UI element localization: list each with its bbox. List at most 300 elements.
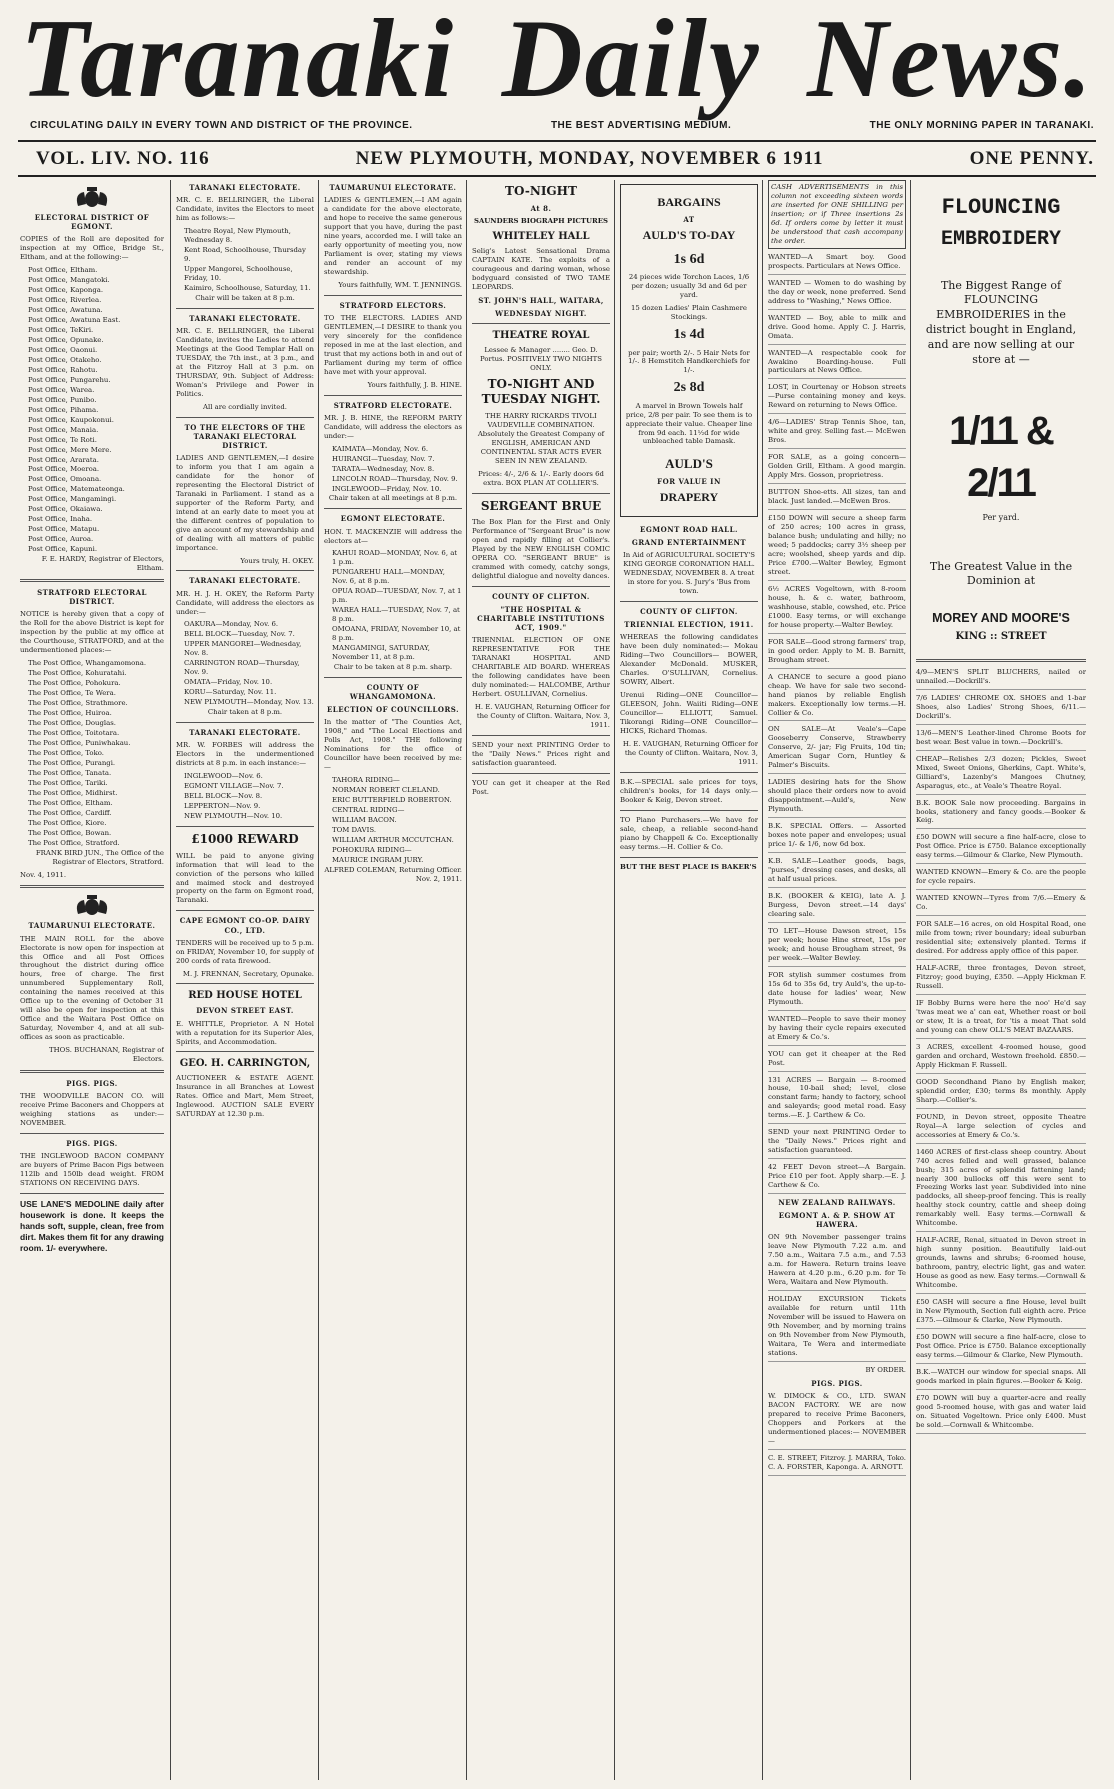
railways-show-heading: EGMONT A. & P. SHOW AT HAWERA.: [778, 1211, 896, 1230]
column-3: [324, 180, 462, 1780]
divider: [324, 508, 462, 509]
railways-heading: NEW ZEALAND RAILWAYS.: [778, 1198, 896, 1208]
classified-ad: HALF-ACRE, three frontages, Devon street, Fitzroy; good buying, £350. —Apply Hickman F. Russell.: [916, 964, 1086, 995]
okey-address-text: LADIES AND GENTLEMEN,—I desire to inform you that I am again a candidate for the honor of representing the Electoral District of Taranaki in Parliament. I stand as a supporter of the Reform Party, and intend at an early date to meet you at the different centres of population to give an account of my stewardship and of dealing with all matters of public importance.: [176, 453, 314, 552]
royal-crest-icon: [72, 186, 112, 210]
hine-chair-note: Chair taken at all meetings at 8 p.m.: [328, 494, 458, 503]
classified-ad: £50 DOWN will secure a fine half-acre, close to Post Office. Price is £750. Balance exceptionally easy terms.—Gilmour & Clarke, New Plymouth.: [916, 1333, 1086, 1364]
taumarunui-heading: TAUMARUNUI ELECTORATE.: [28, 921, 156, 931]
drapery-word: DRAPERY: [659, 490, 719, 505]
list-item: KAIMATA—Monday, Nov. 6.: [332, 444, 429, 453]
list-item: MAURICE INGRAM JURY.: [332, 855, 424, 864]
clifton-hospital-text: TRIENNIAL ELECTION OF ONE REPRESENTATIVE FOR THE TARANAKI HOSPITAL AND CHARITABLE AID BOARD. WHEREAS the following candidates have been duly nominated:— HALCOMBE, Arthur Herbert. OSULLIVAN, Cornelius.: [472, 636, 610, 699]
divider: [620, 810, 758, 811]
railways-excursion-text: HOLIDAY EXCURSION Tickets available for return until 11th November will be issued to Hawera on 9th November, and by morning trains on 9th November from New Plymouth, Waitara, Te Wera and intermediate stations.: [768, 1295, 906, 1362]
divider: [472, 735, 610, 736]
bellringer-meetings-list: [176, 227, 314, 293]
column-rule: [910, 180, 911, 1780]
list-item: PUNGAREHU HALL—MONDAY, Nov. 6, at 8 p.m.: [332, 568, 445, 586]
list-item: Post Office, Mere Mere.: [28, 445, 112, 454]
king-street: KING :: STREET: [955, 630, 1047, 642]
list-item: Post Office, Awatuna.: [28, 305, 103, 314]
classified-ad: £50 CASH will secure a fine House, level built in New Plymouth, Section full eighth acre. Price £375.—Gilmour & Clarke, New Plymouth.: [916, 1298, 1086, 1329]
list-item: NORMAN ROBERT CLELAND.: [332, 786, 440, 795]
column-1: [20, 180, 164, 1780]
divider: [324, 677, 462, 678]
list-item: The Post Office, Pohokura.: [28, 679, 121, 688]
tivoli-tonight-heading: TO-NIGHT AND TUESDAY NIGHT.: [481, 376, 601, 407]
okey-signature: Yours truly, H. OKEY.: [240, 556, 314, 565]
cash-advertisements-notice: CASH ADVERTISEMENTS in this column not exceeding sixteen words are inserted for ONE SHILLING per insertion; or if Three insertions 2s 6d. If orders come by letter it must be understood that cash accompany the order.: [768, 180, 906, 249]
divider: [472, 493, 610, 494]
list-item: KAHUI ROAD—MONDAY, Nov. 6, at 1 p.m.: [332, 549, 458, 567]
list-item: HUIRANGI—Tuesday, Nov. 7.: [332, 454, 435, 463]
list-item: Post Office, Kapuni.: [28, 545, 98, 554]
classified-ad: WANTED—People to save their money by having their cycle repairs executed at Emery & Co.'s.: [768, 1015, 906, 1046]
list-item: NEW PLYMOUTH—Monday, Nov. 13.: [184, 698, 314, 707]
list-item: Post Office, Pungarehu.: [28, 375, 111, 384]
classified-ad: FOR SALE—16 acres, on old Hospital Road, one mile from town; river boundary; ideal suburban residential site; extensively planted. Terms if desired. For address apply office of this paper.: [916, 920, 1086, 960]
egmont-heading: ELECTORAL DISTRICT OF EGMONT.: [34, 213, 150, 232]
classified-ad: WANTED KNOWN—Tyres from 7/6.—Emery & Co.: [916, 894, 1086, 916]
list-item: Post Office, Omoana.: [28, 475, 102, 484]
list-item: MANGAMINGI, SATURDAY, November 11, at 8 p.m.: [332, 644, 430, 662]
list-item: The Post Office, Whangamomona.: [28, 659, 147, 668]
greatest-value-text: The Greatest Value in the Dominion at: [929, 560, 1073, 588]
forbes-heading: TARANAKI ELECTORATE.: [189, 728, 301, 738]
list-item: The Post Office, Midhirst.: [28, 788, 118, 797]
list-item: WAREA HALL—TUESDAY, Nov. 7, at 8 p.m.: [332, 606, 460, 624]
stratford-signature: FRANK BIRD JUN., The Office of the Registrar of Electors, Stratford.: [35, 848, 164, 866]
divider: [324, 395, 462, 396]
list-item: The Post Office, Te Wera.: [28, 689, 116, 698]
list-item: Post Office, Eltham.: [28, 266, 98, 275]
title-word-1: Taranaki: [20, 0, 456, 121]
swan-pigs-text: W. DIMOCK & CO., LTD. SWAN BACON FACTORY. WE are now prepared to receive Prime Baconers, Choppers and Porkers at the undermentioned places:— NOVEMBER—: [768, 1392, 906, 1450]
swan-pigs-agents: C. E. STREET, Fitzroy. J. MARRA, Toko. C. A. FORSTER, Kaponga. A. ARNOTT.: [768, 1454, 906, 1476]
masthead-rule-top: [18, 140, 1096, 142]
grand-entertainment-heading: GRAND ENTERTAINMENT: [631, 538, 747, 548]
aulds-today-title: AULD'S TO-DAY: [642, 227, 736, 242]
divider: [176, 826, 314, 827]
st-johns-hall-date: WEDNESDAY NIGHT.: [495, 308, 587, 318]
whiteley-hall-heading: WHITELEY HALL: [492, 230, 590, 242]
divider: [176, 570, 314, 571]
whangamomona-text: In the matter of "The Counties Act, 1908," and "The Local Elections and Polls Act, 1908." THE following Nominations for the office of Councillor have been received by me:—: [324, 718, 462, 772]
list-item: WILLIAM ARTHUR MCCUTCHAN.: [332, 835, 454, 844]
stratford-notice: NOTICE is hereby given that a copy of the Roll for the above District is kept for inspection by the public at my office at the Courthouse, STRATFORD, and at the undermentioned places:—: [20, 610, 164, 655]
classified-ad: 3 ACRES, excellent 4-roomed house, good garden and orchard, Westown freehold. £850.—Apply Hickman F. Russell.: [916, 1043, 1086, 1074]
printing-order-ad: SEND your next PRINTING Order to the "Daily News." Prices right and satisfaction guaranteed.: [472, 740, 610, 767]
bakers-ad: BUT THE BEST PLACE IS BAKER'S: [620, 862, 757, 871]
tagline-left: CIRCULATING DAILY IN EVERY TOWN AND DISTRICT OF THE PROVINCE.: [30, 120, 413, 131]
classified-ad: WANTED — Boy, able to milk and drive. Good home. Apply C. J. Harris, Omata.: [768, 314, 906, 345]
list-item: Post Office, Awatuna East.: [28, 315, 121, 324]
list-item: The Post Office, Bowan.: [28, 828, 112, 837]
list-item: EGMONT VILLAGE—Nov. 7.: [184, 782, 284, 791]
for-value-in: FOR VALUE IN: [657, 477, 721, 487]
forbes-intro: MR. W. FORBES will address the Electors in the undermentioned districts at 8 p.m. in each instance:—: [176, 741, 314, 768]
dairy-tender-text: TENDERS will be received up to 5 p.m. on FRIDAY, November 10, for supply of 200 cords of rata firewood.: [176, 938, 314, 965]
triennial-election-heading: TRIENNIAL ELECTION, 1911.: [624, 620, 754, 630]
mackenzie-meetings-list: [324, 549, 462, 662]
list-item: POHOKURA RIDING—: [332, 845, 412, 854]
list-item: The Post Office, Strathmore.: [28, 699, 128, 708]
column-7-ads-list: [916, 668, 1086, 1434]
list-item: Post Office, Inaha.: [28, 515, 93, 524]
classified-ad: FOUND, in Devon street, opposite Theatre Royal—A large selection of cycles and accessories at Emery & Co.'s.: [916, 1113, 1086, 1144]
classified-ad: BUTTON Shoe-etts. All sizes, tan and black. Just landed.—McEwen Bros.: [768, 488, 906, 510]
divider: [20, 885, 164, 888]
divider: [20, 1133, 164, 1134]
tagline-center: THE BEST ADVERTISING MEDIUM.: [550, 120, 732, 131]
dairy-signature: M. J. FRENNAN, Secretary, Opunake.: [182, 969, 314, 978]
stratford-heading: STRATFORD ELECTORAL DISTRICT.: [37, 588, 147, 607]
divider: [620, 772, 758, 773]
entertainment-text: In Aid of AGRICULTURAL SOCIETY'S KING GEORGE CORONATION HALL. WEDNESDAY, NOVEMBER 8. A treat in store for you. S. Jury's 'Bus from town.: [623, 551, 755, 596]
taumarunui-signature: THOS. BUCHANAN, Registrar of Electors.: [49, 1046, 164, 1064]
clifton-nominations-text: WHEREAS the following candidates have been duly nominated:— Mokau Riding—Two Councillors— BOWER, Alexander McDonald. MUSKER, Charles. O'SULLIVAN, Cornelius. SOWRY, Albert.: [620, 633, 758, 687]
okey-address-heading: TO THE ELECTORS OF THE TARANAKI ELECTORAL DISTRICT.: [184, 422, 306, 450]
morey-moore-name: MOREY AND MOORE'S: [932, 610, 1070, 625]
stockings-text: 15 dozen Ladies' Plain Cashmere Stockings.: [631, 304, 747, 322]
classified-ad: FOR SALE—Good strong farmers' trap, in good order. Apply to M. B. Barnitt, Brougham street.: [768, 638, 906, 669]
classified-ad: A CHANCE to secure a good piano cheap. We have for sale two second-hand pianos by reliable English makers. Exceptionally low terms.—H. Collier & Co.: [768, 673, 906, 722]
list-item: Post Office, Okaiawa.: [28, 505, 103, 514]
place-and-date: NEW PLYMOUTH, MONDAY, NOVEMBER 6 1911: [355, 148, 824, 169]
hine-meetings-list: [324, 445, 462, 494]
classified-ad: 1460 ACRES of first-class sheep country. About 740 acres felled and well grassed, balance bush; 315 acres of splendid fattening land; nearly 300 bullocks off this were sent to Freezing Works last year. Subdivided into nine paddocks, all sheep-proof fencing. This is really healthy stock country, cattle and sheep doing remarkably well. Easy terms.—Cornwall & Whitcombe.: [916, 1148, 1086, 1233]
dairy-co-heading: CAPE EGMONT CO-OP. DAIRY CO., LTD.: [179, 916, 311, 935]
list-item: Post Office, Punibo.: [28, 395, 97, 404]
carrington-heading: GEO. H. CARRINGTON,: [179, 1058, 311, 1070]
okey-meetings-intro: MR. H. J. H. OKEY, the Reform Party Candidate, will address the electors as under:—: [176, 589, 314, 616]
egmont-road-hall-heading: EGMONT ROAD HALL.: [640, 525, 738, 535]
taumarunui-notice: THE MAIN ROLL for the above Electorate is now open for inspection at this Office and all Post Offices throughout the district during office hours, free of charge. The first unnumbered Supplementary Roll, containing the names received at this Office up to the evening of October 31 will also be open for inspection at this Office and the Waitara Post Office on Saturday, November 4, and at all sub-offices as soon as practicable.: [20, 934, 164, 1042]
classified-ad: WANTED—A respectable cook for Awakino Boarding-house. Full particulars at News Office.: [768, 349, 906, 380]
classified-ad: 13/6—MEN'S Leather-lined Chrome Boots for best wear. Best value in town.—Dockrill's.: [916, 729, 1086, 751]
okey-chair-note: Chair taken at 8 p.m.: [207, 708, 283, 717]
divider: [620, 601, 758, 602]
list-item: The Post Office, Kiore.: [28, 818, 107, 827]
list-item: The Post Office, Kohuratahi.: [28, 669, 127, 678]
classified-ad: LOST, in Courtenay or Hobson streets —Purse containing money and keys. Reward on returning to News Office.: [768, 383, 906, 414]
list-item: CARRINGTON ROAD—Thursday, Nov. 9.: [184, 659, 300, 677]
list-item: INGLEWOOD—Nov. 6.: [184, 772, 263, 781]
reward-heading: £1000 REWARD: [191, 832, 299, 846]
mackenzie-heading: EGMONT ELECTORATE.: [340, 514, 446, 524]
red-post-ad: YOU can get it cheaper at the Red Post.: [472, 778, 610, 796]
list-item: ERIC BUTTERFIELD ROBERTON.: [332, 796, 452, 805]
list-item: Post Office, Riverlea.: [28, 296, 102, 304]
classified-ad: £70 DOWN will buy a quarter-acre and really good 5-roomed house, with gas and water laid on. Situated Vogeltown. Price only £400. Must be sold.—Cornwall & Whitcombe.: [916, 1394, 1086, 1434]
newspaper-title: [20, 0, 1094, 121]
sergeant-brue-heading: SERGEANT BRUE: [480, 498, 602, 513]
piano-purchasers-ad: TO Piano Purchasers.—We have for sale, cheap, a reliable second-hand piano by Chappell & Co. Exceptionally easy terms.—H. Collier & Co.: [620, 815, 758, 851]
royal-crest-icon: [72, 894, 112, 918]
swan-pigs-heading: PIGS. PIGS.: [811, 1379, 863, 1388]
classified-ad: YOU can get it cheaper at the Red Post.: [768, 1050, 906, 1072]
list-item: The Post Office, Cardiff.: [28, 808, 112, 817]
divider: [176, 910, 314, 911]
column-7: [916, 180, 1086, 1780]
classified-ads-list: [768, 253, 906, 1194]
list-item: WILLIAM BACON.: [332, 816, 397, 825]
list-item: LEPPERTON—Nov. 9.: [184, 802, 261, 811]
divider: [176, 417, 314, 418]
inglewood-pigs-heading: PIGS. PIGS.: [66, 1139, 118, 1149]
list-item: Post Office, TeKiri.: [28, 325, 94, 334]
classified-ad: 42 FEET Devon street—A Bargain. Price £10 per foot. Apply sharp.—E. J. Carthew & Co.: [768, 1163, 906, 1194]
theatre-royal-lessee: Lessee & Manager ........ Geo. D. Portus. POSITIVELY TWO NIGHTS ONLY.: [480, 345, 602, 372]
column-6: [768, 180, 906, 1780]
okey-meetings-list: [176, 620, 314, 707]
column-2: [176, 180, 314, 1780]
list-item: Post Office, Auroa.: [28, 535, 94, 544]
classified-ad: GOOD Secondhand Piano by English maker, splendid order, £30; terms 8s monthly. Apply Sharp.—Collier's.: [916, 1078, 1086, 1109]
mackenzie-chair-note: Chair to be taken at 8 p.m. sharp.: [333, 663, 453, 672]
hine-meetings-intro: MR. J. B. HINE, the REFORM PARTY Candidate, will address the electors as under:—: [324, 413, 462, 440]
red-house-hotel-heading: RED HOUSE HOTEL: [188, 990, 302, 1002]
sergeant-brue-text: The Box Plan for the First and Only Performance of "Sergeant Brue" is now open and rapidly filling at Collier's. Played by the NEW ENGLISH COMIC OPERA CO. "SERGEANT BRUE" is crammed with comedy, catchy songs, delightful dialogue and novelty dances.: [472, 518, 610, 580]
list-item: Post Office, Matapu.: [28, 525, 100, 534]
classified-ad: £150 DOWN will secure a sheep farm of 250 acres; 100 acres in grass, balance bush; undulating and hilly; no weed; 5 paddocks; carry 3½ sheep per acre; woolshed, sheep yards and dip. Price £700.—Walter Bewley, Egmont street.: [768, 514, 906, 581]
tagline-right: THE ONLY MORNING PAPER IN TARANAKI.: [869, 120, 1094, 131]
list-item: TAHORA RIDING—: [332, 776, 400, 785]
laces-text: 24 pieces wide Torchon Laces, 1/6 per dozen; usually 3d and 6d per yard.: [628, 273, 750, 300]
classified-ad: HALF-ACRE, Renal, situated in Devon street in high sunny position. Beautifully laid-out grounds, lawns and shrubs; 6-roomed house, bathroom, pantry, electric light, gas and water. House as good as new. Easy terms.—Cornwall & Whitcombe.: [916, 1236, 1086, 1294]
list-item: Kent Road, Schoolhouse, Thursday 9.: [184, 245, 306, 263]
list-item: Post Office, Kaponga.: [28, 286, 104, 295]
list-item: The Post Office, Toitotara.: [28, 728, 120, 737]
column-rule: [318, 180, 319, 1780]
bellringer-notice: MR. C. E. BELLRINGER, the Liberal Candidate, invites the Electors to meet him as follows:—: [176, 196, 314, 223]
divider: [20, 1070, 164, 1073]
divider: [176, 308, 314, 309]
per-yard: Per yard.: [982, 512, 1020, 522]
list-item: NEW PLYMOUTH—Nov. 10.: [184, 812, 283, 821]
tagline-row: [30, 120, 1094, 134]
column-rule: [170, 180, 171, 1780]
egmont-notice: COPIES of the Roll are deposited for inspection at my Office, Bridge St., Eltham, and at the following:—: [20, 235, 164, 262]
stratford-date: Nov. 4, 1911.: [20, 870, 67, 879]
classified-ad: CHEAP—Relishes 2/3 dozen; Pickles, Sweet Mixed, Sweet Onions, Gherkins, Capt. White's, Gilliard's, Lazenby's Mangoes Chutney, Asparagus, etc., at Veale's Theatre Royal.: [916, 755, 1086, 795]
railways-text: ON 9th November passenger trains leave New Plymouth 7.22 a.m. and 7.50 a.m., Waitara 7.5 a.m., and 7.53 a.m. for Hawera. Return trains leave Hawera at 4.20 p.m., 6.20 p.m. for Te Wera, Waitara and New Plymouth.: [768, 1233, 906, 1291]
columns-area: [20, 180, 1100, 1780]
masthead: [0, 0, 1114, 142]
list-item: BELL BLOCK—Tuesday, Nov. 7.: [184, 630, 295, 639]
railways-signature: BY ORDER.: [865, 1366, 906, 1375]
list-item: OAKURA—Monday, Nov. 6.: [184, 620, 279, 629]
price-1s6d: 1s 6d: [673, 252, 705, 268]
divider: [916, 659, 1086, 662]
classified-ad: B.K. SPECIAL Offers. — Assorted boxes note paper and envelopes; usual price 1/- & 1/6, now 6d box.: [768, 822, 906, 853]
list-item: Post Office, Oaonui.: [28, 345, 98, 354]
egmont-signature: F. E. HARDY, Registrar of Electors, Eltham.: [41, 555, 164, 573]
title-word-3: News.: [807, 0, 1094, 121]
divider: [472, 586, 610, 587]
classified-ad: 7/6 LADIES' CHROME OX. SHOES and 1-bar Shoes, also Ladies' Strong Shoes, 6/11.—Dockrill's.: [916, 694, 1086, 725]
tivoli-text: THE HARRY RICKARDS TIVOLI VAUDEVILLE COMBINATION. Absolutely the Greatest Company of ENGLISH, AMERICAN AND CONTINENTAL STAR ACTS EVER SEEN IN NEW ZEALAND.: [477, 411, 605, 465]
reward-text: WILL be paid to anyone giving information that will lead to the conviction of the persons who killed and maimed stock and destroyed property on the farm on Egmont road, Taranaki.: [176, 851, 314, 905]
price-1s4d: 1s 4d: [673, 327, 705, 343]
list-item: Post Office, Mangamingi.: [28, 495, 117, 504]
okey-meetings-heading: TARANAKI ELECTORATE.: [189, 576, 301, 586]
hine-signature: Yours faithfully, J. B. HINE.: [367, 380, 462, 389]
aulds-name: AULD'S: [665, 456, 713, 472]
embroidery-price: 1/11 & 2/11: [949, 408, 1053, 505]
list-item: Post Office, Manaia.: [28, 425, 99, 434]
divider: [324, 295, 462, 296]
captain-kate-text: Selig's Latest Sensational Drama CAPTAIN KATE. The exploits of a courageous and daring woman, whose bodyguard consisted of TWO TAME LEOPARDS.: [472, 246, 610, 291]
jennings-heading: TAUMARUNUI ELECTORATE.: [329, 183, 457, 192]
towels-text: A marvel in Brown Towels half price, 2/8 per pair. To see them is to appreciate their value. Cheaper line from 9d each. 11½d for wide unbleached table Damask.: [625, 401, 753, 446]
stratford-office-list: [20, 659, 164, 847]
red-house-hotel-address: DEVON STREET EAST.: [196, 1006, 294, 1016]
classified-ad: B.K. (BOOKER & KEIG), late A. J. Burgess, Devon street.—14 days' clearing sale.: [768, 892, 906, 923]
aulds-bargains-box: [620, 184, 758, 517]
list-item: Kaimiro, Schoolhouse, Saturday, 11.: [184, 283, 311, 292]
list-item: The Post Office, Huiroa.: [28, 709, 112, 717]
tivoli-prices: Prices: 4/-, 2/6 & 1/-. Early doors 6d extra. BOX PLAN AT COLLIER'S.: [478, 469, 604, 487]
divider: [20, 1193, 164, 1194]
egmont-office-list: [20, 266, 164, 554]
volume-number: VOL. LIV. NO. 116: [36, 148, 210, 169]
classified-ad: WANTED — Women to do washing by the day or week, none preferred. Send address to "Washing," News Office.: [768, 279, 906, 310]
whangamomona-signature: ALFRED COLEMAN, Returning Officer. Nov. 2, 1911.: [324, 865, 462, 883]
list-item: Post Office, Kaupokonui.: [28, 415, 114, 424]
divider: [176, 1051, 314, 1052]
st-johns-hall-heading: ST. JOHN'S HALL, WAITARA,: [478, 295, 604, 305]
list-item: The Post Office, Puniwhakau.: [28, 738, 131, 747]
theatre-royal-heading: THEATRE ROYAL: [492, 329, 590, 341]
classified-ad: 131 ACRES — Bargain — 8-roomed house, 10-bail shed; level, close constant farm; handy to factory, school and saleyards; good metal road. Easy terms.—E. J. Carthew & Co.: [768, 1076, 906, 1125]
divider: [20, 579, 164, 582]
list-item: The Post Office, Tariki.: [28, 778, 108, 787]
list-item: Post Office, Mangatoki.: [28, 276, 110, 285]
classified-ad: IF Bobby Burns were here the noo' He'd say 'twas meat we a' can eat, Whether roast or boil or stew, It is a treat, for 'tis a meat That sold and young can chew OLL'S MEAT BAZAARS.: [916, 999, 1086, 1039]
stratford-electors-text: TO THE ELECTORS. LADIES AND GENTLEMEN,—I DESIRE to thank you very sincerely for the confidence reposed in me at the last election, and trust that my actions both in and out of Parliament during my term of office have met with your approval.: [324, 313, 462, 376]
list-item: Upper Mangorei, Schoolhouse, Friday, 10.: [184, 264, 293, 282]
list-item: The Post Office, Toko.: [28, 748, 104, 757]
woodville-pigs-text: THE WOODVILLE BACON CO. will receive Prime Baconers and Choppers at weighing stations as under:— NOVEMBER.: [20, 1092, 164, 1128]
jennings-text: LADIES & GENTLEMEN,—I AM again a candidate for the above electorate, and hope to receive the same generous support that you have, during the past nine years, accorded me. I will take an early opportunity of meeting you, now Parliament is over, stating my views and render an account of my stewardship.: [324, 196, 462, 276]
forbes-meetings-list: [176, 772, 314, 821]
biograph-title: SAUNDERS BIOGRAPH PICTURES: [473, 216, 609, 225]
list-item: Post Office, Rahotu.: [28, 365, 98, 374]
whangamomona-nominations-list: [324, 776, 462, 865]
title-word-2: Daily: [501, 0, 761, 121]
clifton-signature: H. E. VAUGHAN, Returning Officer for the County of Clifton. Waitara, Nov. 3, 1911.: [622, 739, 758, 766]
classified-ad: ON SALE—At Veale's—Cape Gooseberry Conserve, Strawberry Conserve, 2/- jar; Fig Fruits, 10d tin; American Sugar Corn, Huntley & Palmer's Biscuits.: [768, 725, 906, 774]
stratford-electors-heading: STRATFORD ELECTORS.: [339, 300, 447, 310]
list-item: Theatre Royal, New Plymouth, Wednesday 8.: [184, 227, 291, 244]
tonight-time: At 8.: [530, 203, 552, 213]
list-item: TARATA—Wednesday, Nov. 8.: [332, 464, 435, 473]
list-item: OMOANA, FRIDAY, November 10, at 8 p.m.: [332, 625, 461, 643]
classified-ad: K.B. SALE—Leather goods, bags, "purses," dressing cases, and desks, all at half usual prices.: [768, 857, 906, 888]
classified-ad: 4/6—LADIES' Strap Tennis Shoe, tan, white and grey. Selling fast.— McEwen Bros.: [768, 418, 906, 449]
classified-ad: TO LET—House Dawson street, 15s per week; house Hine street, 15s per week; and house Brougham street, 9s per week.—Walter Bewley.: [768, 927, 906, 967]
classified-ad: B.K. BOOK Sale now proceeding. Bargains in books, stationery and fancy goods.—Booker & Keig.: [916, 799, 1086, 830]
classified-ad: 6½ ACRES Vogeltown, with 8-room house, h. & c. water, bathroom, washhouse, stable, cowshed, etc. Price £1000. Easy terms, or will exchange for house property.—Walter Bewley.: [768, 585, 906, 634]
list-item: INGLEWOOD—Friday, Nov. 10.: [332, 484, 442, 493]
list-item: Post Office, Pihama.: [28, 405, 99, 414]
list-item: OMATA—Friday, Nov. 10.: [184, 678, 273, 687]
clifton-hospital-act: "THE HOSPITAL & CHARITABLE INSTITUTIONS ACT, 1909.": [477, 605, 605, 633]
ladies-meeting-heading: TARANAKI ELECTORATE.: [189, 313, 301, 323]
embroidery-heading: EMBROIDERY: [940, 227, 1062, 251]
clifton-hospital-signature: H. E. VAUGHAN, Returning Officer for the County of Clifton. Waitara, Nov. 3, 1911.: [474, 703, 610, 729]
classified-ad: WANTED—A Smart boy. Good prospects. Particulars at News Office.: [768, 253, 906, 275]
classified-ad: 4/9—MEN'S SPLIT BLUCHERS, nailed or unnailed.—Dockrill's.: [916, 668, 1086, 690]
carrington-text: AUCTIONEER & ESTATE AGENT. Insurance in all Branches at Lowest Rates. Office and Mart, Mem Street, Inglewood. AUCTION SALE EVERY SATURDAY at 12.30 p.m.: [176, 1074, 314, 1119]
list-item: The Post Office, Stratford.: [28, 838, 120, 847]
classified-ad: B.K.—WATCH our window for special snaps. All goods marked in plain figures.—Booker & Keig.: [916, 1368, 1086, 1390]
list-item: The Post Office, Purangi.: [28, 758, 116, 767]
column-rule: [614, 180, 615, 1780]
bellringer-chair-note: Chair will be taken at 8 p.m.: [195, 293, 295, 302]
hair-nets-text: per pair; worth 2/-. 5 Hair Nets for 1/-. 8 Hemstitch Handkerchiefs for 1/-.: [628, 348, 750, 375]
column-5: [620, 180, 758, 1780]
divider: [620, 857, 758, 858]
list-item: The Post Office, Tanata.: [28, 768, 112, 777]
ladies-meeting-notice: MR. C. E. BELLRINGER, the Liberal Candidate, invites the Ladies to attend Meetings at the Good Templar Hall on TUESDAY, the 7th inst., at 3 p.m., and at the Fitzroy Hall at 3 p.m. on THURSDAY, 9th. Subject of Address: Woman's Privilege and Power in Politics.: [176, 326, 314, 398]
list-item: Post Office, Opunake.: [28, 335, 104, 344]
divider: [176, 722, 314, 723]
classified-ad: FOR stylish summer costumes from 15s 6d to 35s 6d, try Auld's, the up-to-date house for ladies' wear, New Plymouth.: [768, 971, 906, 1011]
divider: [472, 773, 610, 774]
column-4: [472, 180, 610, 1780]
classified-ad: SEND your next PRINTING Order to the "Daily News." Prices right and satisfaction guaranteed.: [768, 1128, 906, 1159]
column-rule: [466, 180, 467, 1780]
red-house-hotel-text: E. WHITTLE, Proprietor. A N Hotel with a reputation for its Superior Ales, Spirits, and Accommodation.: [176, 1019, 314, 1046]
inglewood-pigs-text: THE INGLEWOOD BACON COMPANY are buyers of Prime Bacon Pigs between 112lb and 150lb dead weight. FROM STATIONS ON RECEIVING DAYS.: [20, 1152, 164, 1188]
column-rule: [762, 180, 763, 1780]
list-item: The Post Office, Douglas.: [28, 718, 116, 727]
price-2s8d: 2s 8d: [673, 380, 705, 396]
list-item: KORU—Saturday, Nov. 11.: [184, 688, 277, 697]
list-item: Post Office, Warea.: [28, 385, 95, 394]
clifton-ridings-text: Urenui Riding—ONE Councillor— GLEESON, John. Waiiti Riding—ONE Councillor— ELLIOTT, Samuel. Tikorangi Riding—ONE Councillor— HICKS, Richard Thomas.: [620, 691, 758, 735]
tonight-heading: TO-NIGHT: [505, 184, 577, 198]
price: ONE PENNY.: [969, 148, 1094, 169]
list-item: Post Office, Ararata.: [28, 455, 99, 464]
mackenzie-intro: HON. T. MACKENZIE will address the electors at—: [324, 527, 462, 545]
list-item: The Post Office, Eltham.: [28, 798, 113, 807]
bk-toys-ad: B.K.—SPECIAL sale prices for toys, children's books, for 14 days only.—Booker & Keig, Devon street.: [620, 777, 758, 804]
list-item: OPUA ROAD—TUESDAY, Nov. 7, at 1 p.m.: [332, 587, 462, 605]
list-item: TOM DAVIS.: [332, 826, 377, 834]
masthead-rule-bottom: [18, 175, 1096, 177]
list-item: BELL BLOCK—Nov. 8.: [184, 792, 263, 801]
flouncing-text: The Biggest Range of FLOUNCING EMBROIDERIES in the district bought in England, and are now selling at our store at —: [925, 278, 1077, 366]
classified-ad: £50 DOWN will secure a fine half-acre, close to Post Office. Price is £750. Balance exceptionally easy terms.—Gilmour & Clarke, New Plymouth.: [916, 833, 1086, 864]
ladies-invite-note: All are cordially invited.: [203, 402, 287, 411]
jennings-signature: Yours faithfully, WM. T. JENNINGS.: [338, 280, 462, 289]
hine-meetings-heading: STRATFORD ELECTORATE.: [333, 400, 453, 410]
bargains-title: BARGAINS: [657, 195, 721, 209]
classified-ad: WANTED KNOWN—Emery & Co. are the people for cycle repairs.: [916, 868, 1086, 890]
whangamomona-subheading: ELECTION OF COUNCILLORS.: [326, 705, 460, 715]
list-item: Post Office, Matemateonga.: [28, 485, 125, 494]
divider: [176, 983, 314, 984]
flouncing-heading: FLOUNCING: [941, 195, 1061, 220]
list-item: Post Office, Otakeho.: [28, 355, 102, 364]
clifton-hospital-heading: COUNTY OF CLIFTON.: [492, 591, 590, 601]
lanes-medoline-ad: USE LANE'S MEDOLINE daily after housework is done. It keeps the hands soft, supple, clean, free from dirt. Makes them fit for any drawing room. 1/- everywhere.: [20, 1199, 164, 1254]
dateline: [36, 146, 1094, 172]
